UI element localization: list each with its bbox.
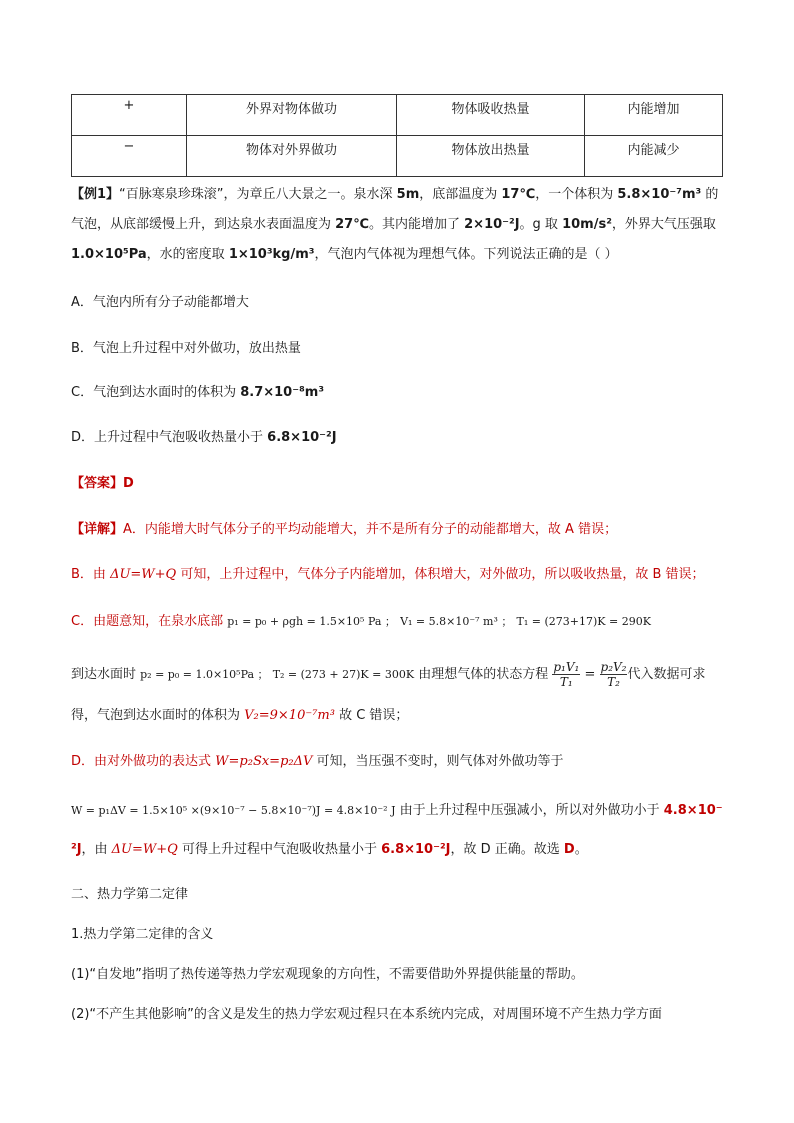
fraction-state-1: $\frac{\text{p₁V₁}}{\text{T₁}}$ bbox=[553, 660, 580, 689]
table-cell: 内能增加 bbox=[585, 95, 723, 136]
detail-c-line-1: C．由题意知，在泉水底部 p₁ = p₀ + ρgh = 1.5×10⁵ Pa ； V₁ = 5.8×10⁻⁷ m³ ； T₁ = (273+17)K = 290K bbox=[71, 614, 651, 629]
detail-c-line-2: 到达水面时 p₂ = p₀ = 1.0×10⁵Pa ； T₂ = (273 + 27)K = 300K 由理想气体的状态方程 $\frac{\text{p₁V₁}}{\text{T₁}}$ = $\frac{\text{p₂V₂}}{\text{T₂}}$ 代入数据可求 bbox=[71, 660, 706, 689]
detail-a: 【详解】A．内能增大时气体分子的平均动能增大，并不是所有分子的动能都增大，故 A 错误； bbox=[71, 522, 618, 537]
example-tag: 【例1】 bbox=[71, 187, 120, 202]
table-row bbox=[72, 95, 723, 136]
subsection-heading: 1.热力学第二定律的含义 bbox=[71, 927, 214, 942]
table-cell: 内能减少 bbox=[585, 136, 723, 177]
fraction-state-2: $\frac{\text{p₂V₂}}{\text{T₂}}$ bbox=[600, 660, 627, 689]
detail-d-line-2: W = p₁ΔV = 1.5×10⁵ ×(9×10⁻⁷ − 5.8×10⁻⁷)J = 4.8×10⁻² J 由于上升过程中压强减小，所以对外做功小于 4.8×10⁻ bbox=[71, 803, 723, 818]
table-cell: − bbox=[72, 136, 187, 177]
detail-c-line-3: 得，气泡到达水面时的体积为 V₂=9×10⁻⁷m³ 故 C 错误； bbox=[71, 708, 409, 723]
table-cell: 物体对外界做功 bbox=[187, 136, 397, 177]
sign-convention-table bbox=[71, 94, 723, 177]
paragraph-item-2: (2)“不产生其他影响”的含义是发生的热力学宏观过程只在本系统内完成，对周围环境不产生热力学方面 bbox=[71, 1007, 662, 1022]
detail-b: B．由 ΔU=W+Q 可知，上升过程中，气体分子内能增加，体积增大，对外做功，所以吸收热量，故 B 错误； bbox=[71, 567, 705, 582]
table-cell: 物体吸收热量 bbox=[397, 95, 585, 136]
answer: 【答案】D bbox=[71, 476, 134, 491]
detail-d-line-3: ²J，由 ΔU=W+Q 可得上升过程中气泡吸收热量小于 6.8×10⁻²J，故 D 正确。故选 D。 bbox=[71, 842, 588, 857]
example-line-3: 1.0×10⁵Pa，水的密度取 1×10³kg/m³，气泡内气体视为理想气体。下列说法正确的是（ ） bbox=[71, 247, 618, 262]
example-line-2: 气泡，从底部缓慢上升，到达泉水表面温度为 27℃。其内能增加了 2×10⁻²J。g 取 10m/s²，外界大气压强取 bbox=[71, 217, 716, 232]
option-c: C．气泡到达水面时的体积为 8.7×10⁻⁸m³ bbox=[71, 385, 325, 400]
detail-d-line-1: D．由对外做功的表达式 W=p₂Sx=p₂ΔV 可知，当压强不变时，则气体对外做功等于 bbox=[71, 754, 564, 769]
option-b: B．气泡上升过程中对外做功，放出热量 bbox=[71, 341, 301, 356]
option-a: A．气泡内所有分子动能都增大 bbox=[71, 295, 249, 310]
table-cell: + bbox=[72, 95, 187, 136]
table-cell: 物体放出热量 bbox=[397, 136, 585, 177]
section-heading: 二、热力学第二定律 bbox=[71, 887, 189, 902]
paragraph-item-1: (1)“自发地”指明了热传递等热力学宏观现象的方向性，不需要借助外界提供能量的帮助。 bbox=[71, 967, 584, 982]
table-row bbox=[72, 136, 723, 177]
option-d: D．上升过程中气泡吸收热量小于 6.8×10⁻²J bbox=[71, 430, 337, 445]
example-line-1: 【例1】“百脉寒泉珍珠滚”，为章丘八大景之一。泉水深 5m，底部温度为 17℃，一个体积为 5.8×10⁻⁷m³ 的 bbox=[71, 187, 719, 202]
table-cell: 外界对物体做功 bbox=[187, 95, 397, 136]
